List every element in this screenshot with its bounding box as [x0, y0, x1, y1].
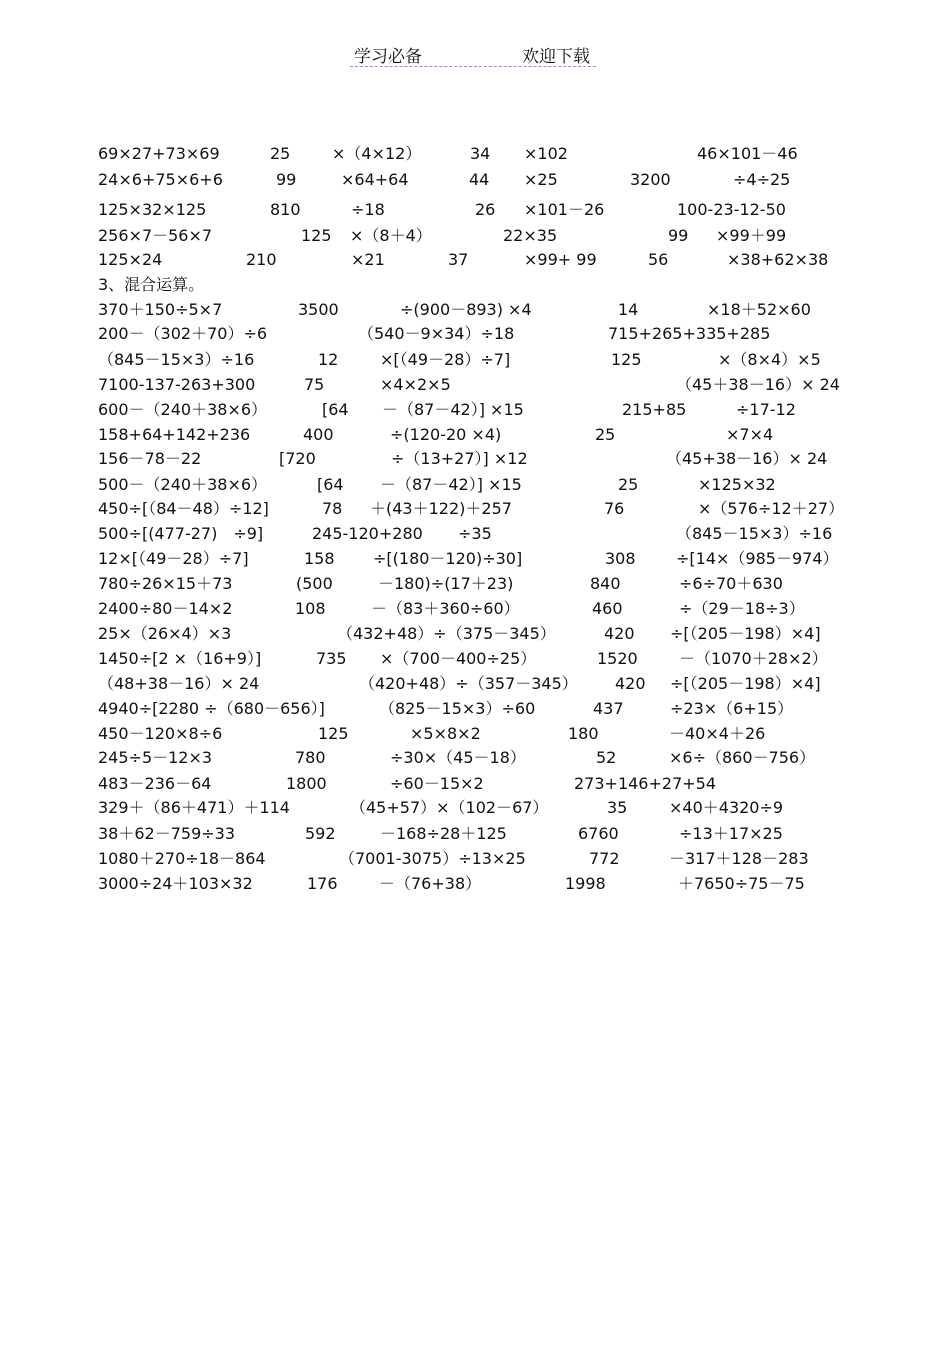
exercise-top-cell: 22×35: [503, 226, 558, 245]
exercise-top-cell: ×99+ 99: [524, 250, 597, 269]
exercise-mixed-cell: 370＋150÷5×7: [98, 300, 223, 319]
exercise-top-cell: ×102: [524, 144, 568, 163]
exercise-mixed-row: [0, 798, 950, 822]
exercise-mixed-cell: 215+85: [622, 400, 687, 419]
header-right-text: 欢迎下载: [522, 47, 590, 67]
exercise-mixed-cell: 25×（26×4）×3: [98, 624, 232, 643]
exercise-mixed-cell: 500－（240＋38×6）: [98, 475, 268, 494]
exercise-mixed-row: [0, 874, 950, 898]
exercise-mixed-cell: 4940÷[2280 ÷（680－656）]: [98, 699, 325, 718]
exercise-mixed-cell: ÷[（205－198）×4]: [670, 674, 821, 693]
exercise-mixed-cell: ÷17-12: [736, 400, 796, 419]
exercise-mixed-cell: [64: [317, 475, 344, 494]
exercise-top-cell: 46×101－46: [697, 144, 798, 163]
exercise-mixed-row: [0, 499, 950, 523]
exercise-mixed-cell: 1998: [565, 874, 606, 893]
exercise-top-cell: ÷18: [351, 200, 385, 219]
exercise-mixed-cell: －（1070＋28×2）: [679, 649, 828, 668]
exercise-mixed-cell: －180)÷(17＋23): [378, 574, 514, 593]
exercise-mixed-cell: ÷13＋17×25: [679, 824, 783, 843]
exercise-mixed-cell: 12: [318, 350, 339, 369]
exercise-mixed-cell: ×4×2×5: [380, 375, 451, 394]
exercise-mixed-cell: 1520: [597, 649, 638, 668]
exercise-mixed-cell: ÷[14×（985－974）: [676, 549, 839, 568]
exercise-mixed-cell: 450÷[（84－48）÷12]: [98, 499, 269, 518]
exercise-top-row: [0, 250, 950, 274]
exercise-mixed-cell: （845－15×3）÷16: [98, 350, 255, 369]
exercise-top-cell: ×（8＋4）: [350, 226, 432, 245]
exercise-top-cell: ×（4×12）: [332, 144, 422, 163]
exercise-top-cell: 125×24: [98, 250, 163, 269]
exercise-mixed-cell: 38＋62－759÷33: [98, 824, 236, 843]
exercise-mixed-cell: ×5×8×2: [410, 724, 481, 743]
exercise-top-cell: ×38+62×38: [727, 250, 829, 269]
exercise-mixed-cell: ÷60－15×2: [390, 774, 484, 793]
exercise-mixed-row: [0, 599, 950, 623]
exercise-top-cell: 125×32×125: [98, 200, 207, 219]
exercise-mixed-row: [0, 375, 950, 399]
exercise-mixed-cell: ÷6÷70＋630: [679, 574, 783, 593]
exercise-mixed-row: [0, 475, 950, 499]
exercise-mixed-cell: 592: [305, 824, 336, 843]
exercise-mixed-cell: 125: [611, 350, 642, 369]
exercise-top-cell: ×64+64: [341, 170, 409, 189]
exercise-mixed-cell: 840: [590, 574, 621, 593]
exercise-top-cell: 210: [246, 250, 277, 269]
exercise-mixed-cell: （48+38－16）× 24: [98, 674, 260, 693]
exercise-mixed-cell: 308: [605, 549, 636, 568]
exercise-mixed-cell: 156－78－22: [98, 449, 202, 468]
exercise-mixed-cell: 460: [592, 599, 623, 618]
exercise-mixed-cell: 329＋（86＋471）＋114: [98, 798, 290, 817]
exercise-mixed-cell: ÷23×（6+15）: [670, 699, 794, 718]
exercise-mixed-row: [0, 699, 950, 723]
exercise-mixed-cell: （45+57）×（102－67）: [350, 798, 549, 817]
section-title: 3、混合运算。: [98, 275, 205, 294]
exercise-mixed-cell: 75: [304, 375, 325, 394]
exercise-mixed-cell: ×6÷（860－756）: [669, 748, 816, 767]
exercise-mixed-row: [0, 400, 950, 424]
exercise-mixed-cell: －40×4＋26: [669, 724, 766, 743]
exercise-top-row: [0, 144, 950, 168]
exercise-mixed-cell: 76: [604, 499, 625, 518]
header-left-text: 学习必备: [354, 47, 422, 67]
exercise-mixed-cell: 245-120+280: [312, 524, 423, 543]
exercise-top-cell: 24×6+75×6+6: [98, 170, 223, 189]
exercise-mixed-row: [0, 774, 950, 798]
exercise-top-cell: ×99＋99: [716, 226, 787, 245]
exercise-top-cell: 56: [648, 250, 669, 269]
exercise-top-cell: 125: [301, 226, 332, 245]
exercise-mixed-cell: 772: [589, 849, 620, 868]
exercise-top-cell: ×101－26: [524, 200, 605, 219]
exercise-mixed-cell: －（87－42）] ×15: [382, 400, 524, 419]
exercise-mixed-cell: 3000÷24＋103×32: [98, 874, 253, 893]
exercise-mixed-cell: ÷[(180－120)÷30]: [373, 549, 523, 568]
exercise-mixed-cell: 780: [295, 748, 326, 767]
exercise-mixed-cell: 437: [593, 699, 624, 718]
exercise-mixed-cell: 180: [568, 724, 599, 743]
exercise-mixed-cell: （420+48）÷（357－345）: [359, 674, 578, 693]
exercise-mixed-row: [0, 674, 950, 698]
exercise-mixed-cell: 6760: [578, 824, 619, 843]
exercise-top-cell: 256×7－56×7: [98, 226, 213, 245]
exercise-mixed-cell: ÷（29－18÷3）: [679, 599, 805, 618]
exercise-mixed-cell: ÷30×（45－18）: [390, 748, 526, 767]
exercise-mixed-row: [0, 350, 950, 374]
exercise-mixed-cell: 500÷[(477-27) ÷9]: [98, 524, 264, 543]
exercise-mixed-cell: 12×[（49－28）÷7]: [98, 549, 249, 568]
exercise-mixed-cell: 108: [295, 599, 326, 618]
exercise-mixed-row: [0, 324, 950, 348]
exercise-top-cell: ×25: [524, 170, 558, 189]
exercise-mixed-cell: ÷(120-20 ×4): [390, 425, 502, 444]
exercise-top-cell: ÷4÷25: [733, 170, 791, 189]
exercise-mixed-cell: （45+38－16）× 24: [666, 449, 828, 468]
exercise-mixed-cell: 1080＋270÷18－864: [98, 849, 266, 868]
exercise-top-cell: 99: [668, 226, 689, 245]
exercise-mixed-row: [0, 624, 950, 648]
exercise-mixed-cell: ×40＋4320÷9: [669, 798, 784, 817]
exercise-mixed-row: [0, 849, 950, 873]
exercise-mixed-cell: ×（8×4）×5: [718, 350, 821, 369]
exercise-mixed-row: [0, 300, 950, 324]
exercise-mixed-cell: －317＋128－283: [669, 849, 809, 868]
exercise-top-cell: 810: [270, 200, 301, 219]
exercise-mixed-cell: 176: [307, 874, 338, 893]
exercise-top-cell: ×21: [351, 250, 385, 269]
exercise-mixed-cell: 25: [618, 475, 639, 494]
exercise-mixed-cell: (500: [296, 574, 333, 593]
exercise-mixed-cell: ÷(900－893) ×4: [400, 300, 532, 319]
exercise-mixed-cell: 2400÷80－14×2: [98, 599, 233, 618]
exercise-mixed-cell: ÷[（205－198）×4]: [670, 624, 821, 643]
exercise-mixed-cell: ×（576÷12＋27）: [698, 499, 845, 518]
exercise-mixed-cell: 52: [596, 748, 617, 767]
exercise-mixed-cell: －168÷28＋125: [380, 824, 507, 843]
exercise-mixed-row: [0, 824, 950, 848]
exercise-mixed-row: [0, 449, 950, 473]
exercise-mixed-cell: 780÷26×15＋73: [98, 574, 233, 593]
exercise-mixed-cell: 14: [618, 300, 639, 319]
exercise-mixed-cell: 273+146+27+54: [574, 774, 717, 793]
exercise-mixed-cell: （45＋38－16）× 24: [676, 375, 840, 394]
exercise-mixed-cell: 78: [322, 499, 343, 518]
exercise-mixed-cell: ×18＋52×60: [707, 300, 811, 319]
exercise-top-cell: 25: [270, 144, 291, 163]
exercise-mixed-cell: 1800: [286, 774, 327, 793]
exercise-mixed-cell: （540－9×34）÷18: [358, 324, 515, 343]
exercise-mixed-cell: 450－120×8÷6: [98, 724, 223, 743]
exercise-mixed-cell: [64: [322, 400, 349, 419]
exercise-mixed-cell: ÷（13+27）] ×12: [391, 449, 528, 468]
exercise-mixed-row: [0, 724, 950, 748]
exercise-mixed-row: [0, 574, 950, 598]
exercise-mixed-cell: －（83＋360÷60）: [371, 599, 520, 618]
exercise-top-row: [0, 170, 950, 194]
exercise-mixed-cell: （845－15×3）÷16: [676, 524, 833, 543]
exercise-mixed-cell: 3500: [298, 300, 339, 319]
exercise-mixed-cell: 400: [303, 425, 334, 444]
exercise-mixed-cell: 125: [318, 724, 349, 743]
exercise-mixed-cell: ×[（49－28）÷7]: [380, 350, 511, 369]
exercise-mixed-cell: 715+265+335+285: [608, 324, 771, 343]
exercise-top-cell: 99: [276, 170, 297, 189]
exercise-mixed-row: [0, 748, 950, 772]
exercise-top-row: [0, 226, 950, 250]
exercise-mixed-cell: ×（700－400÷25）: [380, 649, 537, 668]
exercise-mixed-cell: ×125×32: [698, 475, 776, 494]
exercise-mixed-cell: 25: [595, 425, 616, 444]
exercise-mixed-cell: ×7×4: [726, 425, 774, 444]
exercise-mixed-cell: －（87－42）] ×15: [380, 475, 522, 494]
exercise-mixed-cell: 420: [615, 674, 646, 693]
exercise-top-cell: 44: [469, 170, 490, 189]
exercise-mixed-cell: 420: [604, 624, 635, 643]
exercise-mixed-cell: 483－236－64: [98, 774, 212, 793]
exercise-mixed-cell: [720: [279, 449, 316, 468]
exercise-mixed-cell: 245÷5－12×3: [98, 748, 213, 767]
exercise-top-cell: 34: [470, 144, 491, 163]
exercise-mixed-cell: 7100-137-263+300: [98, 375, 256, 394]
exercise-mixed-cell: ＋(43＋122)＋257: [370, 499, 512, 518]
exercise-mixed-cell: 158: [304, 549, 335, 568]
exercise-mixed-cell: －（76+38）: [379, 874, 482, 893]
exercise-mixed-cell: 158+64+142+236: [98, 425, 251, 444]
exercise-mixed-cell: 200－（302＋70）÷6: [98, 324, 268, 343]
exercise-mixed-cell: （825－15×3）÷60: [379, 699, 536, 718]
exercise-top-row: [0, 200, 950, 224]
exercise-mixed-cell: （432+48）÷（375－345）: [337, 624, 556, 643]
exercise-top-cell: 69×27+73×69: [98, 144, 220, 163]
exercise-mixed-row: [0, 549, 950, 573]
exercise-top-cell: 100-23-12-50: [677, 200, 786, 219]
exercise-mixed-cell: 735: [316, 649, 347, 668]
exercise-mixed-row: [0, 649, 950, 673]
exercise-mixed-cell: （7001-3075）÷13×25: [339, 849, 526, 868]
exercise-mixed-cell: 600－（240＋38×6）: [98, 400, 268, 419]
exercise-mixed-cell: ÷35: [458, 524, 492, 543]
exercise-mixed-cell: ＋7650÷75－75: [678, 874, 805, 893]
exercise-top-cell: 3200: [630, 170, 671, 189]
exercise-mixed-row: [0, 425, 950, 449]
exercise-mixed-row: [0, 524, 950, 548]
exercise-mixed-cell: 1450÷[2 ×（16+9）]: [98, 649, 262, 668]
exercise-top-cell: 37: [448, 250, 469, 269]
exercise-mixed-cell: 35: [607, 798, 628, 817]
exercise-top-cell: 26: [475, 200, 496, 219]
